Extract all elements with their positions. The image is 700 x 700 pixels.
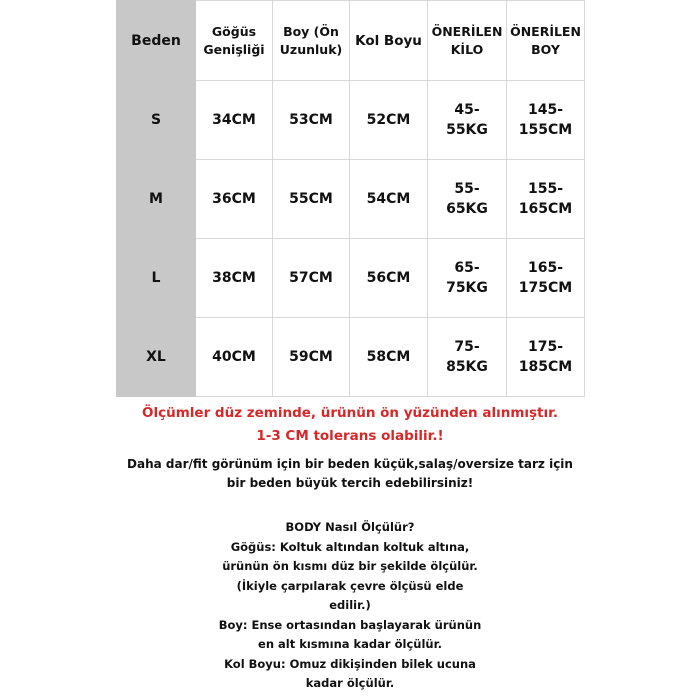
- guide-line: (İkiyle çarpılarak çevre ölçüsü elde: [236, 578, 464, 593]
- guide-title: BODY Nasıl Ölçülür?: [285, 520, 415, 534]
- guide-line: Boy: Ense ortasından başlayarak ürünün: [218, 617, 482, 632]
- length-value: 57CM: [273, 239, 350, 318]
- weight-value: 75- 85KG: [428, 318, 507, 397]
- height-value: 145- 155CM: [507, 81, 585, 160]
- fit-advice-line-1: Daha dar/fit görünüm için bir beden küçük,salaş/oversize tarz için: [127, 457, 573, 471]
- chest-value: 36CM: [196, 160, 273, 239]
- guide-line: Kol Boyu: Omuz dikişinden bilek ucuna: [224, 656, 476, 671]
- sleeve-value: 58CM: [350, 318, 428, 397]
- guide-line: en alt kısmına kadar ölçülür.: [258, 637, 442, 651]
- height-value: 175- 185CM: [507, 318, 585, 397]
- sleeve-value: 52CM: [350, 81, 428, 160]
- length-value: 55CM: [273, 160, 350, 239]
- measurement-guide: [0, 518, 700, 694]
- tolerance-notice: 1-3 CM tolerans olabilir.!: [256, 428, 444, 444]
- table-row: [117, 318, 585, 397]
- table-row: [117, 81, 585, 160]
- guide-line: ürünün ön kısmı düz bir şekilde ölçülür.: [222, 559, 478, 573]
- chest-value: 38CM: [196, 239, 273, 318]
- weight-value: 65- 75KG: [428, 239, 507, 318]
- size-label: XL: [117, 318, 196, 397]
- header-chest: Göğüs Genişliği: [196, 1, 273, 81]
- sleeve-value: 54CM: [350, 160, 428, 239]
- size-label: L: [117, 239, 196, 318]
- table-row: [117, 239, 585, 318]
- header-sleeve: Kol Boyu: [350, 1, 428, 81]
- header-length: Boy (Ön Uzunluk): [273, 1, 350, 81]
- guide-line: edilir.): [329, 598, 371, 612]
- size-label: S: [117, 81, 196, 160]
- weight-value: 45- 55KG: [428, 81, 507, 160]
- chest-value: 34CM: [196, 81, 273, 160]
- measurement-notice: Ölçümler düz zeminde, ürünün ön yüzünden alınmıştır.: [142, 405, 558, 421]
- header-beden: Beden: [117, 1, 196, 81]
- length-value: 53CM: [273, 81, 350, 160]
- size-label: M: [117, 160, 196, 239]
- size-chart-table: [116, 0, 585, 397]
- guide-line: Göğüs: Koltuk altından koltuk altına,: [230, 539, 470, 554]
- table-row: [117, 160, 585, 239]
- fit-advice-line-2: bir beden büyük tercih edebilirsiniz!: [226, 476, 474, 490]
- sleeve-value: 56CM: [350, 239, 428, 318]
- weight-value: 55- 65KG: [428, 160, 507, 239]
- chest-value: 40CM: [196, 318, 273, 397]
- height-value: 165- 175CM: [507, 239, 585, 318]
- guide-line: kadar ölçülür.: [305, 676, 395, 690]
- table-header-row: [117, 1, 585, 81]
- header-recommended-weight: ÖNERİLEN KİLO: [428, 1, 507, 81]
- length-value: 59CM: [273, 318, 350, 397]
- header-recommended-height: ÖNERİLEN BOY: [507, 1, 585, 81]
- height-value: 155- 165CM: [507, 160, 585, 239]
